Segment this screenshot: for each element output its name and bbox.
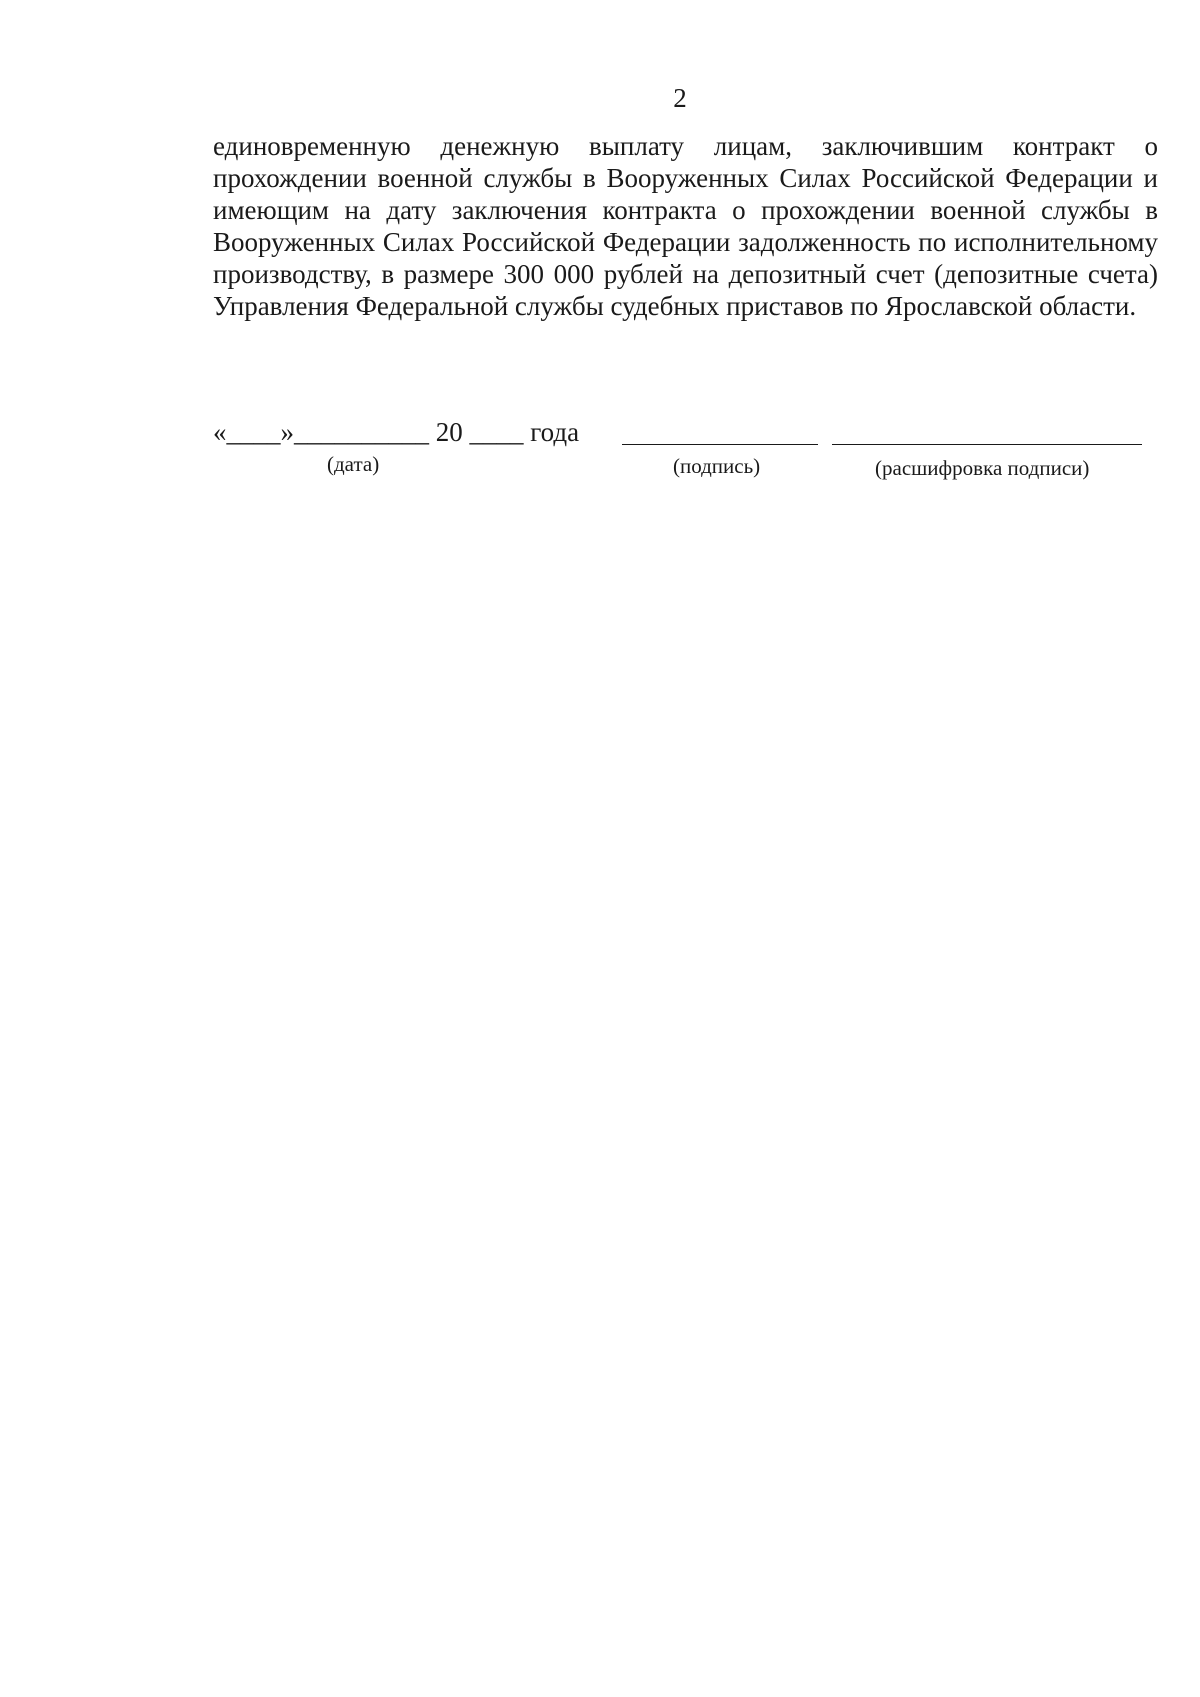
body-paragraph: единовременную денежную выплату лицам, заключившим контракт о прохождении военной службы в Вооруженных Силах Российской Федерации и имеющим на дату заключения контракта о прохождении военной службы в Вооруженных Силах Российской Федерации задолженность по исполнительному производству, в размере 300 000 рублей на депозитный счет (депозитные счета) Управления Федеральной службы судебных приставов по Ярославской области. [213, 131, 1158, 321]
decoding-caption: (расшифровка подписи) [875, 456, 1090, 480]
decoding-blank [832, 444, 1142, 445]
signature-caption: (подпись) [673, 454, 761, 478]
signature-blank [622, 444, 818, 445]
date-line: «____»__________ 20 ____ года [213, 417, 580, 447]
page-number: 2 [673, 83, 687, 113]
date-caption: (дата) [327, 452, 380, 476]
